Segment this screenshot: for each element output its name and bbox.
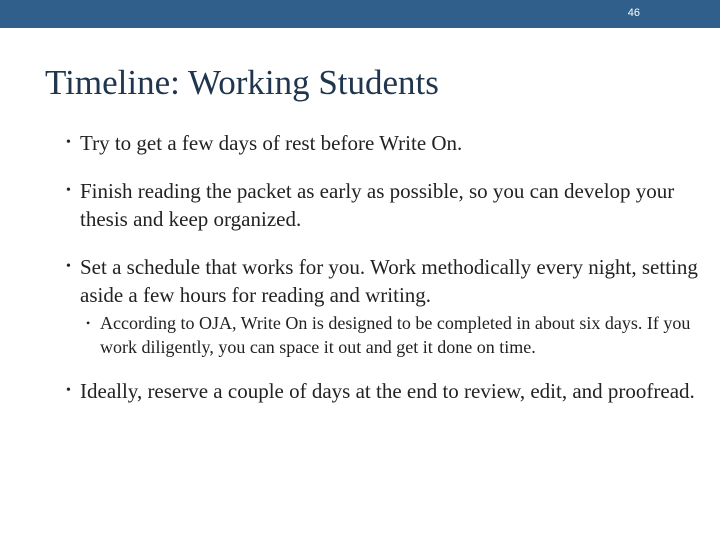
bullet-text: Set a schedule that works for you. Work methodically every night, setting aside a few hours for reading and writing. xyxy=(80,255,698,307)
bullet-item xyxy=(60,177,700,233)
slide-number: 46 xyxy=(627,7,640,19)
bullet-list xyxy=(60,129,700,405)
slide-title: Timeline: Working Students xyxy=(45,63,439,102)
bullet-text: Ideally, reserve a couple of days at the end to review, edit, and proofread. xyxy=(80,379,695,403)
sub-bullet-list xyxy=(80,311,700,359)
bullet-dot-icon: • xyxy=(66,135,71,150)
bullet-text: Finish reading the packet as early as possible, so you can develop your thesis and keep organized. xyxy=(80,179,675,231)
bullet-item xyxy=(60,253,700,309)
sub-bullet-item xyxy=(80,311,700,359)
bullet-item xyxy=(60,377,700,405)
bullet-dot-icon: • xyxy=(66,383,71,398)
bullet-item xyxy=(60,129,700,157)
bullet-dot-icon: • xyxy=(66,183,71,198)
top-banner xyxy=(0,0,720,28)
bullet-text: Try to get a few days of rest before Write On. xyxy=(80,131,463,155)
bullet-dot-icon: • xyxy=(66,259,71,274)
sub-bullet-text: According to OJA, Write On is designed to be completed in about six days. If you work diligently, you can space it out and get it done on time. xyxy=(100,313,691,357)
sub-bullet-dot-icon: • xyxy=(86,316,91,330)
